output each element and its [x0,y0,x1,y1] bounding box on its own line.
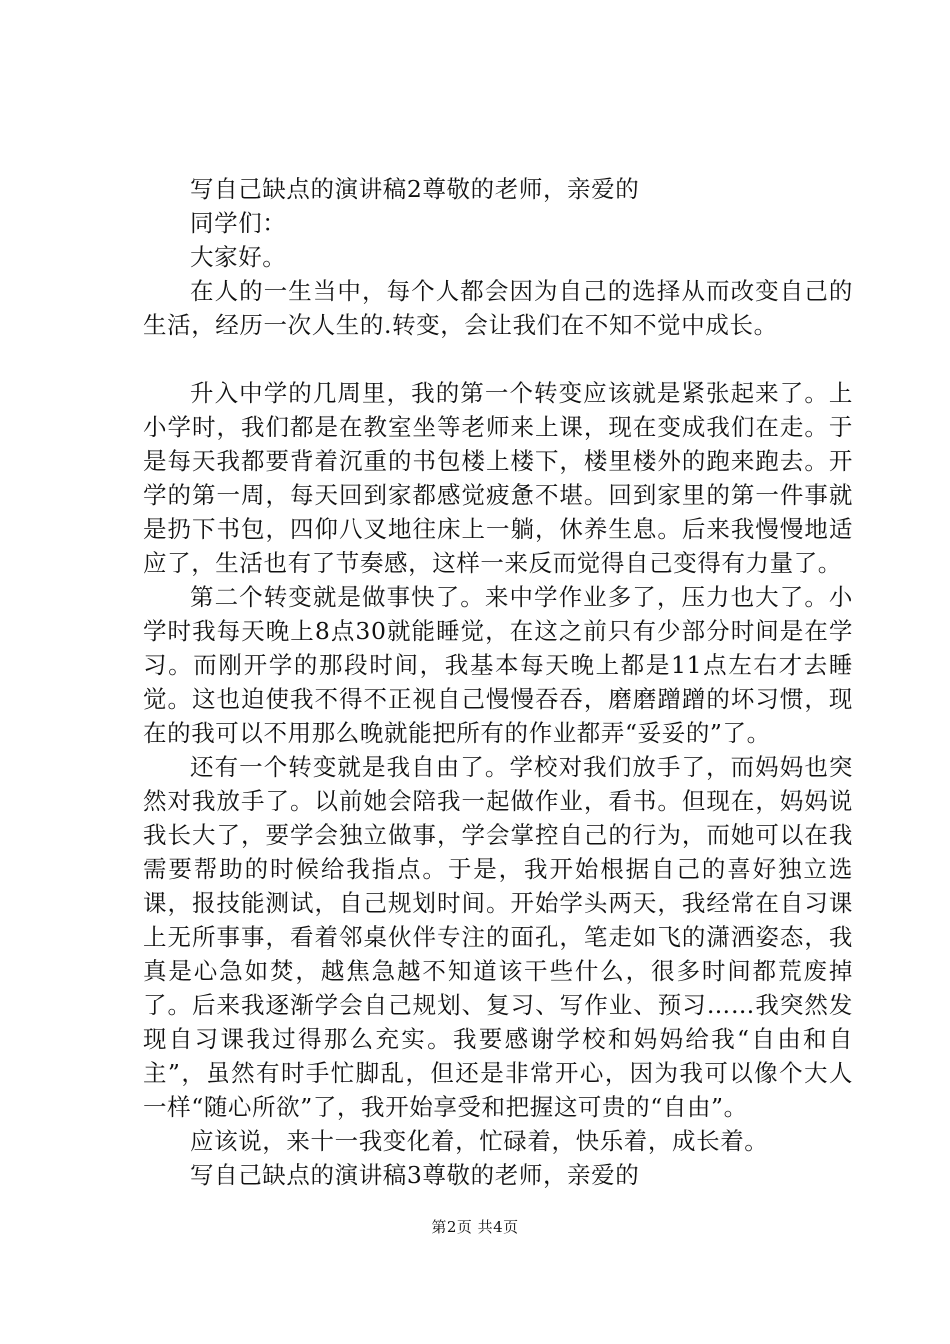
salutation-continued: 同学们： [190,209,287,237]
conclusion-paragraph: 应该说，来十一我变化着，忙碌着，快乐着，成长着。 [190,1127,769,1155]
page-number-footer: 第2页 共4页 [431,1218,519,1236]
speech-title-2: 写自己缺点的演讲稿2尊敬的老师，亲爱的 [190,175,640,203]
third-change-paragraph: 还有一个转变就是我自由了。学校对我们放手了，而妈妈也突然对我放手了。以前她会陪我一起做作业，看书。但现在，妈妈说我长大了，要学会独立做事，学会掌控自己的行为，而她可以在我需要帮助的时候给我指点。于是，我开始根据自己的喜好独立选课，报技能测试，自己规划时间。开始学头两天，我经常在自习课上无所事事，看着邻桌伙伴专注的面孔，笔走如飞的潇洒姿态，我真是心急如焚，越焦急越不知道该干些什么，很多时间都荒废掉了。后来我逐渐学会自己规划、复习、写作业、预习……我突然发现自习课我过得那么充实。我要感谢学校和妈妈给我“自由和自主”，虽然有时手忙脚乱，但还是非常开心，因为我可以像个大人一样“随心所欲”了，我开始享受和把握这可贵的“自由”。 [143,753,853,1121]
first-change-paragraph: 升入中学的几周里，我的第一个转变应该就是紧张起来了。上小学时，我们都是在教室坐等老师来上课，现在变成我们在走。于是每天我都要背着沉重的书包楼上楼下，楼里楼外的跑来跑去。开学的第一周，每天回到家都感觉疲惫不堪。回到家里的第一件事就是扔下书包，四仰八叉地往床上一躺，休养生息。后来我慢慢地适应了，生活也有了节奏感，这样一来反而觉得自己变得有力量了。 [143,379,853,577]
document-body [143,172,853,1192]
speech-title-3: 写自己缺点的演讲稿3尊敬的老师，亲爱的 [190,1161,640,1189]
second-change-paragraph: 第二个转变就是做事快了。来中学作业多了，压力也大了。小学时我每天晚上8点30就能睡觉，在这之前只有少部分时间是在学习。而刚开学的那段时间，我基本每天晚上都是11点左右才去睡觉。这也迫使我不得不正视自己慢慢吞吞，磨磨蹭蹭的坏习惯，现在的我可以不用那么晚就能把所有的作业都弄“妥妥的”了。 [143,583,853,747]
intro-paragraph: 在人的一生当中，每个人都会因为自己的选择从而改变自己的生活，经历一次人生的.转变，会让我们在不知不觉中成长。 [143,277,853,339]
greeting: 大家好。 [190,243,287,271]
